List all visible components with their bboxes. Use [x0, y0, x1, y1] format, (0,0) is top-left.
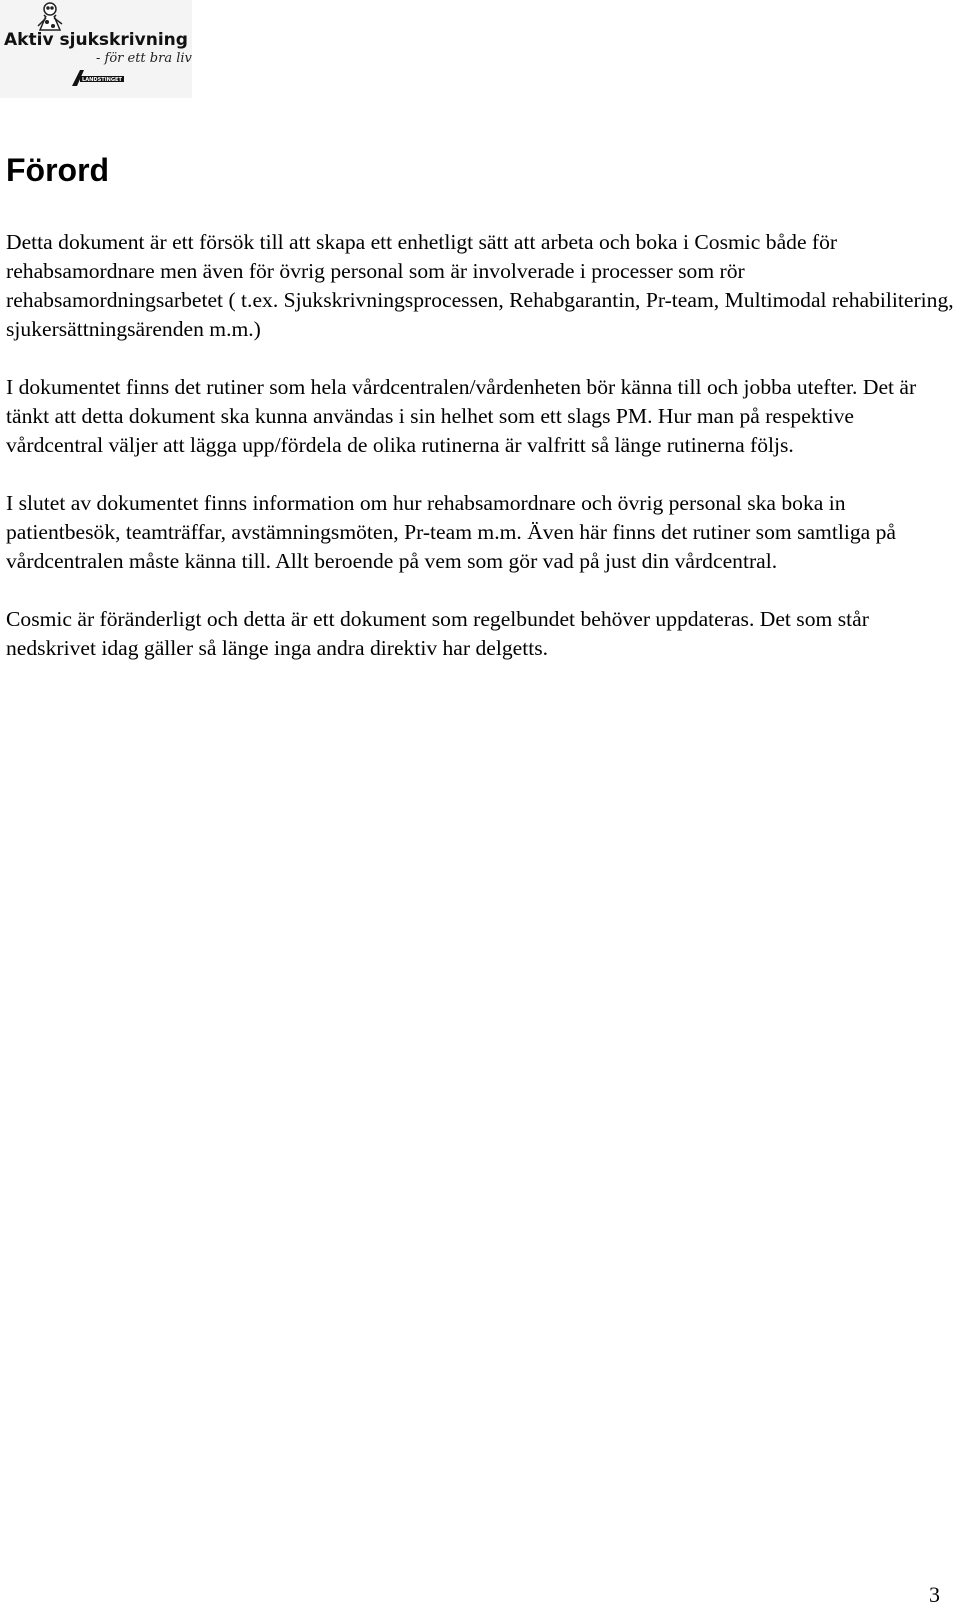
document-body — [6, 228, 956, 692]
paragraph-intro: Detta dokument är ett försök till att skapa ett enhetligt sätt att arbeta och boka i Cosmic både för rehabsamordnare men även för övrig personal som är involverade i processer som rör rehabsamordningsarbetet ( t.ex. Sjukskrivningsprocessen, Rehabgarantin, Pr-team, Multimodal rehabilitering, sjukersättningsärenden m.m.) — [6, 230, 954, 341]
logo-tagline: - för ett bra liv — [96, 51, 192, 66]
logo — [0, 0, 192, 98]
logo-title: Aktiv sjukskrivning — [4, 30, 188, 50]
paragraph-updates: Cosmic är föränderligt och detta är ett dokument som regelbundet behöver uppdateras. Det som står nedskrivet idag gäller så länge inga andra direktiv har delgetts. — [6, 607, 869, 660]
logo-org: LANDSTINGET — [82, 77, 123, 83]
paragraph-booking: I slutet av dokumentet finns information om hur rehabsamordnare och övrig personal ska boka in patientbesök, teamträffar, avstämningsmöten, Pr-team m.m. Även här finns det rutiner som samtliga på vårdcentralen måste känna till. Allt beroende på vem som gör vad på just din vårdcentral. — [6, 491, 897, 573]
page-title: Förord — [6, 152, 110, 188]
page-number: 3 — [929, 1582, 940, 1607]
paragraph-routines: I dokumentet finns det rutiner som hela vårdcentralen/vårdenheten bör känna till och jobba utefter. Det är tänkt att detta dokument ska kunna användas i sin helhet som ett slags PM. Hur man på respektive vårdcentral väljer att lägga upp/fördela de olika rutinerna är valfritt så länge rutinerna följs. — [6, 375, 917, 457]
